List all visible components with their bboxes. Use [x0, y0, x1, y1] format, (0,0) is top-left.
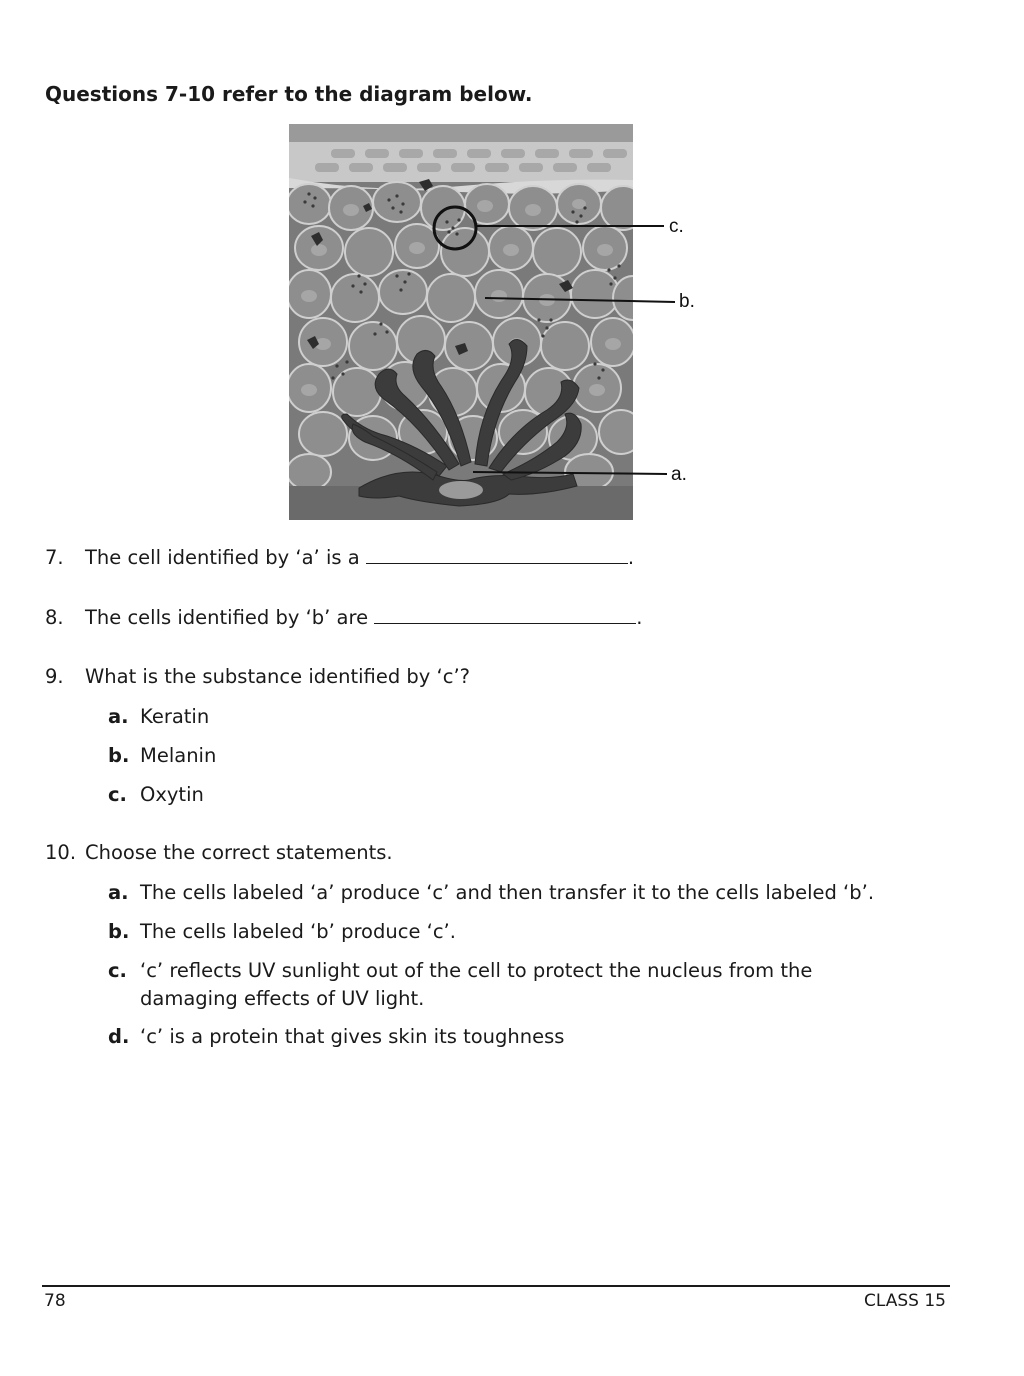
label-c: c.: [669, 216, 684, 237]
question-number: 10.: [45, 841, 77, 864]
option-text: Oxytin: [140, 783, 204, 806]
option-text: ‘c’ is a protein that gives skin its toughness: [140, 1025, 565, 1048]
option-text: The cells labeled ‘b’ produce ‘c’.: [140, 920, 456, 943]
option-letter: c.: [108, 783, 127, 806]
question-number: 9.: [45, 665, 64, 688]
option-9b[interactable]: [108, 742, 216, 770]
question-text: The cell identified by ‘a’ is a: [85, 546, 366, 569]
label-b: b.: [679, 291, 695, 312]
question-9: [45, 665, 470, 688]
option-letter: a.: [108, 705, 129, 728]
question-number: 7.: [45, 546, 64, 569]
option-letter: b.: [108, 920, 130, 943]
option-text: Melanin: [140, 744, 217, 767]
question-number: 8.: [45, 606, 64, 629]
section-label: CLASS 15: [864, 1291, 946, 1311]
question-8: [45, 606, 642, 629]
option-9a[interactable]: [108, 703, 209, 731]
option-10a[interactable]: [108, 879, 874, 907]
page-number: 78: [44, 1291, 66, 1311]
footer-divider: [42, 1285, 950, 1287]
option-10b[interactable]: [108, 918, 456, 946]
option-letter: a.: [108, 881, 129, 904]
answer-blank[interactable]: [374, 607, 636, 624]
option-text: The cells labeled ‘a’ produce ‘c’ and then transfer it to the cells labeled ‘b’.: [140, 881, 875, 904]
option-letter: d.: [108, 1025, 130, 1048]
question-text: Choose the correct statements.: [85, 841, 393, 864]
option-text: ‘c’ reflects UV sunlight out of the cell to protect the nucleus from the damaging effects of UV light.: [140, 959, 813, 1010]
question-text-end: .: [636, 606, 643, 629]
question-text: What is the substance identified by ‘c’?: [85, 665, 470, 688]
answer-blank[interactable]: [366, 547, 628, 564]
option-10d[interactable]: [108, 1023, 564, 1051]
question-7: [45, 546, 634, 569]
question-text-end: .: [627, 546, 635, 569]
option-10c[interactable]: [108, 957, 900, 1013]
option-letter: b.: [108, 744, 130, 767]
option-letter: c.: [108, 959, 127, 982]
question-text: The cells identified by ‘b’ are: [85, 606, 375, 629]
section-heading: Questions 7-10 refer to the diagram below.: [45, 82, 533, 106]
skin-epidermis-diagram: [289, 124, 729, 524]
option-9c[interactable]: [108, 781, 204, 809]
label-a: a.: [671, 464, 687, 485]
question-10: [45, 841, 393, 864]
option-text: Keratin: [140, 705, 210, 728]
